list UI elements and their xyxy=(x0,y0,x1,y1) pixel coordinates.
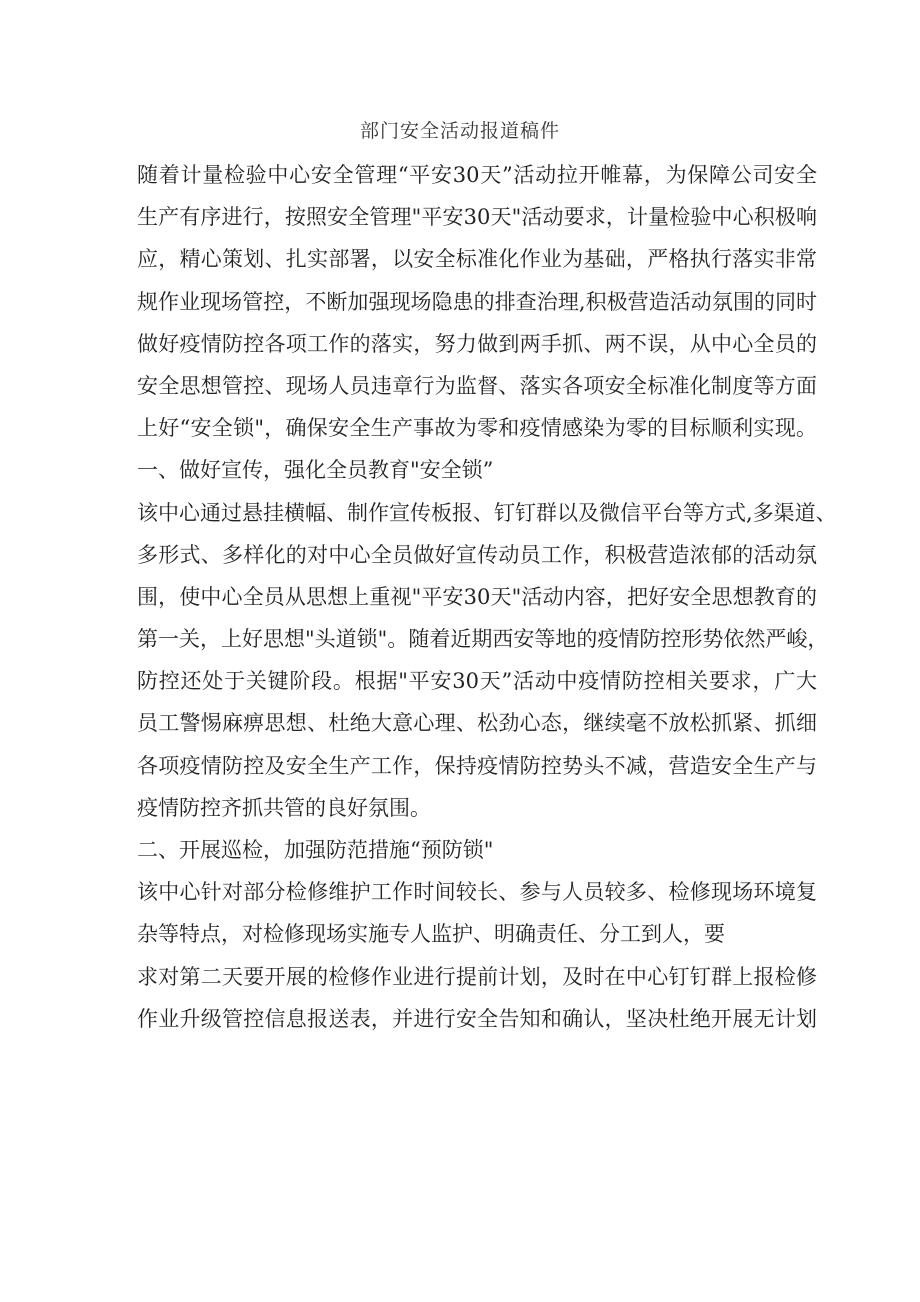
section-heading: 一、做好宣传，强化全员教育"安全锁” xyxy=(137,458,494,483)
paragraph-line: 各项疫情防控及安全生产工作，保持疫情防控势头不减，营造安全生产与 xyxy=(137,753,817,778)
paragraph-line: 规作业现场管控，不断加强现场隐患的排查治理,积极营造活动氛围的同时 xyxy=(137,289,817,314)
paragraph-line: 员工警惕麻痹思想、杜绝大意心理、松劲心态，继续毫不放松抓紧、抓细 xyxy=(137,711,817,736)
paragraph-line: 杂等特点，对检修现场实施专人监护、明确责任、分工到人，要 xyxy=(137,922,725,947)
paragraph-line: 生产有序进行，按照安全管理"平安30天"活动要求，计量检验中心积极响 xyxy=(137,205,817,230)
section-heading: 二、开展巡检，加强防范措施“预防锁" xyxy=(137,838,494,862)
paragraph-line: 做好疫情防控各项工作的落实，努力做到两手抓、两不误，从中心全员的 xyxy=(137,331,817,356)
paragraph-line: 求对第二天要开展的检修作业进行提前计划，及时在中心钉钉群上报检修 xyxy=(137,964,817,989)
paragraph-line: 疫情防控齐抓共管的良好氛围。 xyxy=(137,795,431,820)
paragraph-line: 多形式、多样化的对中心全员做好宣传动员工作，积极营造浓郁的活动氛 xyxy=(137,542,817,567)
paragraph-line: 该中心通过悬挂横幅、制作宣传板报、钉钉群以及微信平台等方式,多渠道、 xyxy=(137,500,837,525)
document-body xyxy=(137,154,837,1040)
paragraph-line: 防控还处于关键阶段。根据"平安30天”活动中疫情防控相关要求，广大 xyxy=(137,669,817,694)
paragraph-line: 该中心针对部分检修维护工作时间较长、参与人员较多、检修现场环境复 xyxy=(137,880,817,905)
document-title: 部门安全活动报道稿件 xyxy=(359,120,560,142)
paragraph-line: 围，使中心全员从思想上重视"平安30天"活动内容，把好安全思想教育的 xyxy=(137,584,817,609)
paragraph-line: 应，精心策划、扎实部署，以安全标准化作业为基础，严格执行落实非常 xyxy=(137,247,817,272)
paragraph-line: 作业升级管控信息报送表，并进行安全告知和确认，坚决杜绝开展无计划 xyxy=(137,1006,817,1031)
paragraph-line: 第一关，上好思想"头道锁"。随着近期西安等地的疫情防控形势依然严峻， xyxy=(137,627,829,652)
paragraph-line: 随着计量检验中心安全管理“平安30天”活动拉开帷幕，为保障公司安全 xyxy=(137,163,817,187)
paragraph-line: 安全思想管控、现场人员违章行为监督、落实各项安全标准化制度等方面 xyxy=(137,373,817,398)
paragraph-line: 上好“安全锁"，确保安全生产事故为零和疫情感染为零的目标顺利实现。 xyxy=(137,416,817,441)
